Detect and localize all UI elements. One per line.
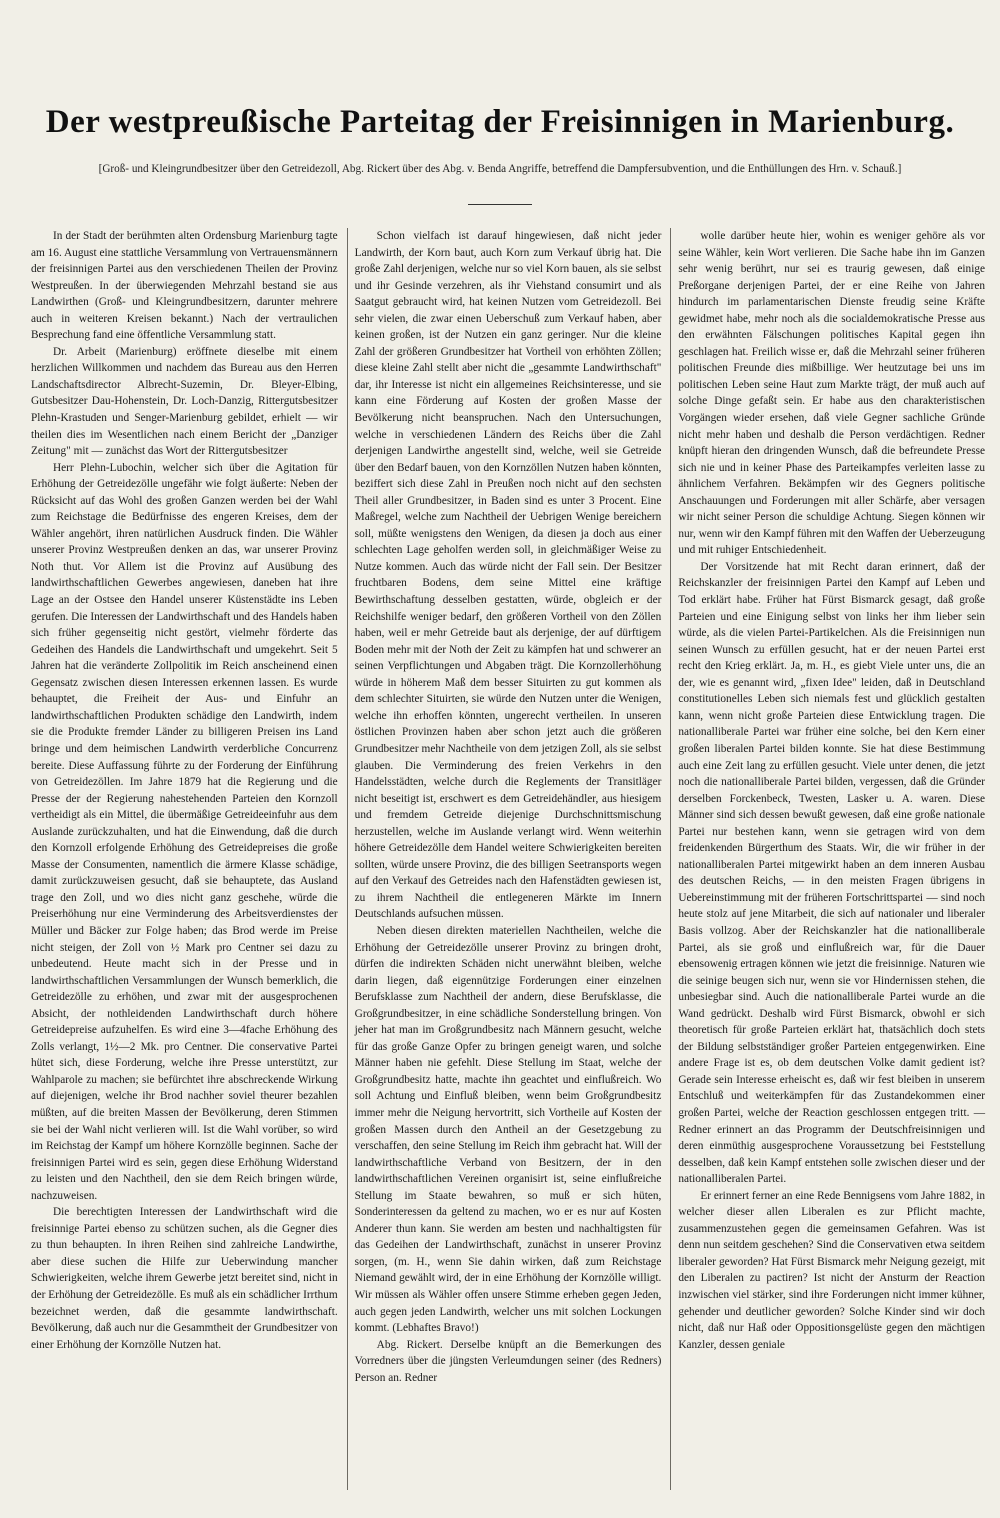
paragraph: In der Stadt der berühmten alten Ordensburg Marienburg tagte am 16. August eine stattliche Versammlung von Vertrauensmännern der freisinnigen Partei aus den verschiedenen Theilen der Provinz Westpreußen. In der überwiegenden Mehrzahl bestand sie aus Landwirthen (Groß- und Kleingrundbesitzern, darunter mehrere auch in weiteren Kreisen bekannt.) Nach der vertraulichen Besprechung fand eine öffentliche Versammlung statt. <box>31 230 338 342</box>
paragraph: Er erinnert ferner an eine Rede Bennigsens vom Jahre 1882, in welcher dieser allen Liberalen es zur Pflicht machte, zusammenzustehen gegen die gemeinsamen Gefahren. Was ist denn nun seitdem geschehen? Sind die Conservativen etwa seitdem liberaler geworden? Hat Fürst Bismarck mehr Neigung gezeigt, mit den Liberalen zu pactiren? Ist nicht der Ansturm der Reaction inzwischen viel stärker, sind ihre Forderungen nicht immer kühner, gehender und deutlicher geworden? Solche Kinder sind wir doch nicht, daß nur Haß oder Oppositionsgelüste gegen den mächtigen Kanzler, dessen geniale <box>678 1189 986 1351</box>
paragraph: Neben diesen direkten materiellen Nachtheilen, welche die Erhöhung der Getreidezölle unserer Provinz zu bringen droht, dürfen die indirekten Schäden nicht unerwähnt bleiben, welche darin liegen, daß eigennützige Forderungen einer einzelnen Berufsklasse zum Nachtheil der andern, diese Berufsklasse, die Großgrundbesitzer, in eine schädliche Sonderstellung bringen. Von jeher hat man im Großgrundbesitz nach Männern gesucht, welche für das große Ganze Opfer zu bringen geneigt waren, und solche Männer haben nie gefehlt. Diese Stellung im Staat, welche der Großgrundbesitz hatte, machte ihn geachtet und einflußreich. Wo soll Achtung und Einfluß bleiben, wenn beim Großgrundbesitz immer mehr die Neigung hervortritt, sich Vortheile auf Kosten der großen Massen durch den Antheil an der Gesetzgebung zu verschaffen, den seine Stellung im Reich ihm gebracht hat. Will der landwirthschaftliche Verband von Besitzern, der in den landwirthschaftlichen Vereinen organisirt ist, seine einflußreiche Stellung im Staate bewahren, so muß er sich hüten, Sonderinteressen da geltend zu machen, wo er es nur auf Kosten Anderer thun kann. Sie werden am besten und nachhaltigsten für das Gedeihen der Landwirthschaft, zunächst in unserer Provinz sorgen, (m. H., wenn Sie dahin wirken, daß zum Reichstage Niemand gewählt wird, der in eine Erhöhung der Kornzölle willigt. Wir müssen als Wähler offen unsere Stimme erheben gegen Jeden, auch gegen jeden Landwirth, welcher uns mit solchen Lockungen kommt. (Lebhaftes Bravo!) <box>354 924 662 1335</box>
separator-rule <box>468 204 532 205</box>
paragraph: Die berechtigten Interessen der Landwirthschaft wird die freisinnige Partei ebenso zu schützen suchen, als die Gegner dies zu thun behaupten. In ihren Reihen sind zahlreiche Landwirthe, aber diese suchen die Hilfe zur Ueberwindung mancher Schwierigkeiten, welche ihrem Gewerbe jetzt bereitet sind, nicht in der Erhöhung der Getreidezölle. Es muß als ein schädlicher Irrthum bezeichnet werden, daß die gesammte landwirthschaft. Bevölkerung, daß auch nur die Gesammtheit der Grundbesitzer von einer Erhöhung der Kornzölle Nutzen hat. <box>31 1206 338 1351</box>
paragraph: Herr Plehn-Lubochin, welcher sich über die Agitation für Erhöhung der Getreidezölle ungefähr wie folgt äußerte: Neben der Rücksicht auf das Wohl des großen Ganzen werden bei der Wahl zum Reichstage die Bedürfnisse des engeren Kreises, dem der Wähler angehört, ihren natürlichen Ausdruck finden. Die Wähler unserer Provinz Westpreußen denken an das, war unserer Provinz Noth thut. Vor Allem ist die Provinz auf Ausübung des landwirthschaftlichen Gewerbes angewiesen, daneben hat ihre Lage an der Ostsee den Handel unserer Küstenstädte ins Leben gerufen. Die Interessen der Landwirthschaft und des Handels haben sich früher gegenseitig nicht gestört, vielmehr förderte das Gedeihen des Handels die Landwirthschaft und umgekehrt. Seit 5 Jahren hat die veränderte Zollpolitik im Reich anscheinend einen Gegensatz zwischen diesen Interessen erkennen lassen. Es wurde behauptet, die Freiheit der Aus- und Einfuhr an landwirthschaftlichen Produkten schädige den Landwirth, indem sie die Produkte fremder Länder zu billigeren Preisen ins Land bringe und dem heimischen Landwirth verderbliche Concurrenz bereite. Diese Auffassung führte zu der Forderung der Einführung von Getreidezöllen. Im Jahre 1879 hat die Regierung und die Presse der der Regierung nahestehenden Parteien den Kornzoll vertheidigt als ein Mittel, die übermäßige Getreideeinfuhr aus dem Auslande zurückzuhalten, und hat die Einwendung, daß die durch den Kornzoll erfolgende Erhöhung des Getreidepreises die große Masse der Consumenten, namentlich die ärmere Klasse schädige, damit zurückzuweisen gesucht, daß sie behauptete, das Ausland trage den Zoll, und wo dies nicht ganz geschehe, würde die Preiserhöhung nur eine Verminderung des Arbeitsverdienstes der Müller und Bäcker zur Folge haben; das Brod werde im Preise nicht steigen, der Zoll von ½ Mark pro Centner sei dazu zu unbedeutend. Heute macht sich in der Presse und in landwirthschaftlichen Versammlungen der Wunsch bemerklich, die Getreidezölle zu erhöhen, und zwar mit der ausgesprochenen Absicht, der nothleidenden Landwirthschaft durch höhere Getreidepreise aufzuhelfen. Es wird eine 3—4fache Erhöhung des Zolls verlangt, 1½—2 Mk. pro Centner. Die conservative Partei hütet sich, diese Forderung, welche ihre Presse unterstützt, zur Wahlparole zu machen; sie befürchtet ihre abschreckende Wirkung auf diejenigen, welche ihr Brod nachher soviel theurer bezahlen müßten, auf die breiten Massen der Bevölkerung, deren Stimmen sie bei der Wahl nicht verlieren will. Ist die Wahl vorüber, so wird im Reichstag der Kampf um höhere Kornzölle beginnen. Sache der freisinnigen Partei wird es sein, gegen diese Erhöhung Widerstand zu leisten und den Nachtheil, den sie dem Reich bringen würde, nachzuweisen. <box>31 461 338 1202</box>
paragraph: Abg. Rickert. Derselbe knüpft an die Bemerkungen des Vorredners über die jüngsten Verleumdungen seiner (des Redners) Person an. Redner <box>354 1338 662 1384</box>
paragraph: Dr. Arbeit (Marienburg) eröffnete dieselbe mit einem herzlichen Willkommen und nachdem das Bureau aus den Herren Landschaftsdirector Albrecht-Suzemin, Dr. Bleyer-Elbing, Gutsbesitzer Dau-Hohenstein, Dr. Loch-Danzig, Rittergutsbesitzer Plehn-Krastuden und Senger-Marienburg gebildet, erhielt — wir theilen dies im Wesentlichen nach einem Bericht der „Danziger Zeitung" mit — zunächst das Wort der Rittergutsbesitzer <box>31 345 338 458</box>
paragraph: Schon vielfach ist darauf hingewiesen, daß nicht jeder Landwirth, der Korn baut, auch Korn zum Verkauf übrig hat. Die große Zahl derjenigen, welche nur so viel Korn bauen, als sie selbst und ihr Gesinde verzehren, als ihr Viehstand consumirt und als Saatgut gebraucht wird, hat keinen Nutzen vom Getreidezoll. Bei sehr vielen, die zwar einen Ueberschuß zum Verkauf haben, aber keinen großen, ist der Nutzen ein ganz geringer. Nur die kleine Zahl der größeren Grundbesitzer hat Vortheil von erhöhten Zöllen; diese kleine Zahl stellt aber nicht die „gesammte Landwirthschaft" dar, ihr Interesse ist nicht ein allgemeines Reichsinteresse, und sie kann eine Förderung auf Kosten der großen Masse der Bevölkerung nicht beanspruchen. Nach den Untersuchungen, welche in verschiedenen Ländern des Reichs über die Zahl derjenigen Landwirthe angestellt sind, welche, weil sie Getreide über den Bedarf bauen, von den Kornzöllen Nutzen haben könnten, beziffert sich diese Zahl in Preußen noch nicht auf den sechsten Theil aller Grundbesitzer, in Baden sind es unter 3 Procent. Eine Maßregel, welche zum Nachtheil der Uebrigen Wenige bereichern soll, müßte wenigstens den Wenigen, da diesen ja doch aus einer schlechten Lage geholfen werden soll, in gleichmäßiger Weise zu Nutze kommen. Auch das würde nicht der Fall sein. Der Besitzer fruchtbaren Bodens, dem seine Mittel eine kräftige Bewirthschaftung desselben gestatten, würde, obgleich er der Reichshilfe weniger bedarf, den größeren Vortheil von den Zöllen haben, weil er mehr Getreide baut als derjenige, der auf dürftigem Boden mehr mit der Noth der Zeit zu kämpfen hat und schwerer an seinen Verpflichtungen und Abgaben trägt. Die Kornzollerhöhung würde in höherem Maß dem besser Situirten zu gut kommen als dem schlechter Situirten, sie würde den Nutzen unter die Wenigen, welche ihn erhoffen könnten, ungerecht vertheilen. In unseren östlichen Provinzen haben aber schon jetzt auch die größeren Grundbesitzer mehr Nachtheile von dem jetzigen Zoll, als sie selbst glauben. Die Verminderung des freien Verkehrs in den Handelsstädten, welche durch die Reglements der Transitläger nicht beseitigt ist, erschwert es dem Getreidehändler, aus hiesigem und fremdem Getreide diejenige Durchschnittsmischung herzustellen, welche im Auslande verlangt wird. Wenn weiterhin höhere Getreidezölle dem Handel weitere Schwierigkeiten bereiten sollten, würde unsere Provinz, die des billigen Seetransports wegen auf den Verkauf des Getreides nach den Hafenstädten gewiesen ist, zu ihrem Nachtheil die entlegeneren Märkte im Innern Deutschlands aufsuchen müssen. <box>354 230 662 921</box>
column-1 <box>28 228 341 1490</box>
column-3 <box>670 228 988 1490</box>
paragraph: Der Vorsitzende hat mit Recht daran erinnert, daß der Reichskanzler der freisinnigen Partei den Kampf auf Leben und Tod erklärt habe. Früher hat Fürst Bismarck gesagt, daß große Parteien und eine Einigung selbst von links her ihm lieber sein würde, als die vielen Partei-Partikelchen. Als die Freisinnigen nun seinen Wunsch zu erfüllen gesucht, hat er der neuen Partei erst recht den Krieg erklärt. Ja, m. H., es giebt Viele unter uns, die an der, wie es genannt wird, „fixen Idee" leiden, daß in Deutschland constitutionelles Leben sich niemals fest und glücklich gestalten kann, wenn nicht große Parteien diese Entwicklung tragen. Die nationalliberale Partei war früher eine solche, bei den Kern einer großen liberalen Partei bilden konnte. Sie hat diese Bestimmung auch eine Zeit lang zu erfüllen gesucht. Viele unter denen, die jetzt noch die nationalliberale Partei bilden, vergessen, daß die Gründer derselben Forckenbeck, Twesten, Lasker u. A. waren. Diese Männer sind sich dessen bewußt gewesen, daß eine große nationale Partei nur bestehen kann, wenn sie getragen wird von dem freidenkenden Bürgerthum des Staats. Wir, die wir früher in der nationalliberalen Partei mitgewirkt haben an dem inneren Ausbau des deutschen Reichs, — in den meisten Fragen übrigens in Uebereinstimmung mit der früheren Fortschrittspartei — sind noch heute stolz auf jene Mitarbeit, die sich auf nationaler und liberaler Basis vollzog. Aber der Reichskanzler hat die nationalliberale Partei, als sie groß und einflußreich war, für die Dauer ebensowenig ertragen können wie jetzt die freisinnige. Naturen wie die seinige beugen sich nur, wenn sie vor Hindernissen stehen, die unbesiegbar sind. Auch die nationalliberale Partei wurde an die Wand gedrückt. Deshalb wird Fürst Bismarck, obwohl er sich theoretisch für große Parteien erklärt hat, thatsächlich doch stets der Bildung selbstständiger großer Parteien entgegenwirken. Eine andere Frage ist es, ob dem deutschen Volke damit gedient ist? Gerade sein Interesse erheischt es, daß wir fest bleiben in unserem Entschluß und weiterkämpfen für das Zustandekommen einer großen Partei, welche der Reaction geschlossen entgegen tritt. — Redner erinnert an das Programm der Deutschfreisinnigen und deren einmüthig ausgesprochene Voraussetzung bei Feststellung desselben, daß kein Kampf entstehen solle zwischen dieser und der nationalliberalen Partei. <box>678 560 986 1186</box>
paragraph: wolle darüber heute hier, wohin es weniger gehöre als vor seine Wähler, kein Wort verlieren. Die Sache habe ihn im Ganzen sehr wenig berührt, nur sei es traurig gewesen, daß einige Preßorgane derjenigen Partei, der er eine Reihe von Jahren hindurch im parlamentarischen Dienste freudig seine Kräfte gewidmet habe, mehr noch als die socialdemokratische Presse aus den erwähnten Fälschungen politisches Kapital gegen ihn geschlagen hat. Freilich wisse er, daß die Mehrzahl seiner früheren politischen Freunde dies mißbillige. Wer heutzutage bei uns im politischen Leben seine Haut zum Markte trägt, der muß auch auf solche Dinge gefaßt sein. Er habe aus den charakteristischen Vorgängen wieder ersehen, daß viele Gegner sachliche Gründe nicht mehr haben und deshalb die Person verdächtigen. Redner knüpft hieran den dringenden Wunsch, daß die befreundete Presse sich nie und in keiner Phase des Parteikampfes verleiten lasse zu ähnlichem Verfahren. Bekämpfen wir des Gegners politische Anschauungen und Forderungen mit aller Schärfe, aber versagen wir nicht seiner Person die schuldige Achtung. Siegen können wir nur, wenn wir den Kampf führen mit den Waffen der Ueberzeugung und mit ruhiger Entschiedenheit. <box>678 230 986 557</box>
headline: Der westpreußische Parteitag der Freisinnigen in Marienburg. <box>45 104 955 140</box>
subheadline: [Groß- und Kleingrundbesitzer über den Getreidezoll, Abg. Rickert über des Abg. v. Benda Angriffe, betreffend die Dampfersubvention, und die Enthüllungen des Hrn. v. Schauß.] <box>98 163 902 175</box>
column-2 <box>347 228 665 1490</box>
article-columns <box>28 228 988 1490</box>
